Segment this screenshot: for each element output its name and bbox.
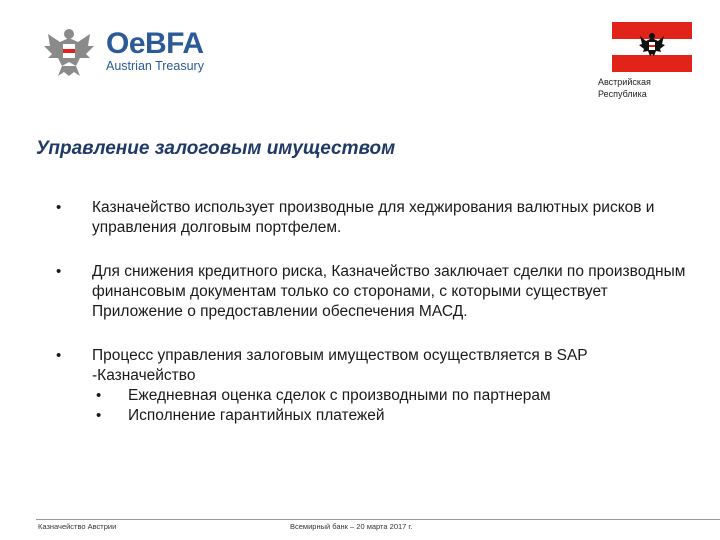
flag-caption (598, 76, 678, 100)
sub-bullet-dot: • (96, 407, 102, 424)
footer-center-text: Всемирный банк – 20 марта 2017 г. (290, 522, 413, 531)
logo-subtitle: Austrian Treasury (106, 59, 204, 73)
logo-name: OeBFA (106, 27, 204, 60)
footer-left-text: Казначейство Австрии (38, 522, 117, 531)
sub-bullet-text: Ежедневная оценка сделок с производными по партнерам (128, 387, 551, 404)
austria-flag-icon (612, 22, 692, 72)
bullet-item (50, 198, 690, 238)
bullet-item (50, 346, 690, 426)
sub-bullet-text: Исполнение гарантийных платежей (128, 407, 385, 424)
sub-bullet-dot: • (96, 387, 102, 404)
eagle-emblem-icon (40, 24, 98, 78)
bullet-text: Процесс управления залоговым имуществом осуществляется в SAP -Казначейство (92, 347, 588, 384)
bullet-text: Для снижения кредитного риска, Казначейство заключает сделки по производным финансовым документам только со сторонами, с которыми существует Приложение о предоставлении обеспечения МАСД. (92, 263, 686, 320)
sub-bullet-item (92, 406, 690, 426)
flag-caption-line1: Австрийская (598, 77, 651, 87)
oebfa-logo (40, 24, 204, 78)
footer-divider (36, 519, 720, 520)
slide-title: Управление залоговым имуществом (36, 138, 396, 159)
bullet-dot: • (56, 199, 62, 216)
bullet-dot: • (56, 263, 62, 280)
bullet-list (50, 198, 690, 450)
bullet-text: Казначейство использует производные для хеджирования валютных рисков и управления долговым портфелем. (92, 199, 655, 236)
flag-caption-line2: Республика (598, 89, 647, 99)
bullet-dot: • (56, 347, 62, 364)
sub-bullet-list (92, 386, 690, 426)
bullet-item (50, 262, 690, 322)
sub-bullet-item (92, 386, 690, 406)
